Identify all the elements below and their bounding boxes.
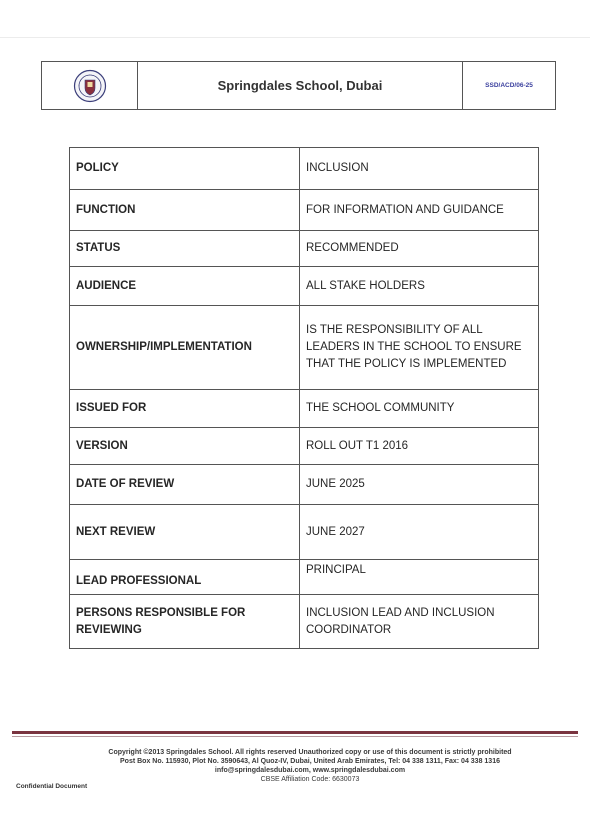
row-key: OWNERSHIP/IMPLEMENTATION xyxy=(70,306,300,390)
table-row xyxy=(70,190,539,231)
table-row xyxy=(70,231,539,267)
row-value: JUNE 2027 xyxy=(300,505,539,560)
confidential-label: Confidential Document xyxy=(16,783,88,790)
policy-details-table xyxy=(69,147,539,649)
table-row xyxy=(70,560,539,595)
row-value: FOR INFORMATION AND GUIDANCE xyxy=(300,190,539,231)
row-value: INCLUSION xyxy=(300,148,539,190)
table-row xyxy=(70,465,539,505)
row-key: PERSONS RESPONSIBLE FOR REVIEWING xyxy=(70,595,300,649)
row-value: IS THE RESPONSIBILITY OF ALL LEADERS IN THE SCHOOL TO ENSURE THAT THE POLICY IS IMPLEMENTED xyxy=(300,306,539,390)
row-value: ROLL OUT T1 2016 xyxy=(300,428,539,465)
top-rule xyxy=(0,37,590,38)
affiliation-line: CBSE Affiliation Code: 6630073 xyxy=(260,776,360,783)
footer-text xyxy=(40,748,580,784)
table-row xyxy=(70,428,539,465)
table-row xyxy=(70,148,539,190)
row-key: STATUS xyxy=(70,231,300,267)
row-key: LEAD PROFESSIONAL xyxy=(70,560,300,595)
row-value: INCLUSION LEAD AND INCLUSION COORDINATOR xyxy=(300,595,539,649)
table-row xyxy=(70,505,539,560)
row-key: DATE OF REVIEW xyxy=(70,465,300,505)
table-row xyxy=(70,306,539,390)
table-row xyxy=(70,267,539,306)
row-key: POLICY xyxy=(70,148,300,190)
table-row xyxy=(70,390,539,428)
row-key: AUDIENCE xyxy=(70,267,300,306)
row-key: VERSION xyxy=(70,428,300,465)
school-name: Springdales School, Dubai xyxy=(138,62,463,109)
footer-divider-thin xyxy=(12,736,578,737)
row-key: FUNCTION xyxy=(70,190,300,231)
row-value: ALL STAKE HOLDERS xyxy=(300,267,539,306)
document-code: SSD/ACD/06-25 xyxy=(485,82,533,89)
row-value: RECOMMENDED xyxy=(300,231,539,267)
row-value: JUNE 2025 xyxy=(300,465,539,505)
row-value: THE SCHOOL COMMUNITY xyxy=(300,390,539,428)
footer-divider xyxy=(12,731,578,734)
document-header xyxy=(41,61,556,110)
copyright-line: Copyright ©2013 Springdales School. All rights reserved Unauthorized copy or use of this document is strictly prohibited xyxy=(108,749,512,756)
row-key: NEXT REVIEW xyxy=(70,505,300,560)
table-row xyxy=(70,595,539,649)
row-key: ISSUED FOR xyxy=(70,390,300,428)
contact-line: info@springdalesdubai.com, www.springdalesdubai.com xyxy=(214,767,406,774)
address-line: Post Box No. 115930, Plot No. 3590643, Al Quoz-IV, Dubai, United Arab Emirates, Tel: 04 338 1311, Fax: 04 338 1316 xyxy=(120,758,500,765)
school-logo-cell xyxy=(42,62,138,109)
row-value: PRINCIPAL xyxy=(300,560,539,595)
school-crest-icon xyxy=(73,69,107,103)
